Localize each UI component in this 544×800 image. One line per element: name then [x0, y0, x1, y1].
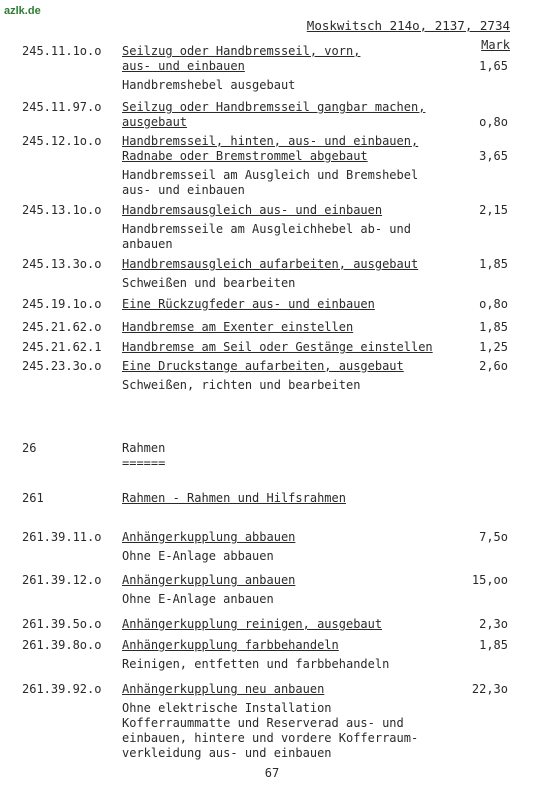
- entry-note: Reinigen, entfetten und farbbehandeln: [122, 657, 390, 671]
- section-title-underline: ======: [122, 456, 166, 470]
- price-unit-label: Mark: [481, 38, 510, 52]
- entry-code: 261.39.8o.o: [22, 638, 102, 652]
- entry-price: 1,85: [479, 320, 508, 334]
- entry-price: o,8o: [479, 297, 508, 311]
- entry-code: 245.13.3o.o: [22, 257, 102, 271]
- entry-description: Anhängerkupplung reinigen, ausgebaut: [122, 617, 383, 631]
- entry-description: Anhängerkupplung farbbehandeln: [122, 638, 339, 652]
- entry-description: Anhängerkupplung neu anbauen: [122, 682, 325, 696]
- page-header-title: Moskwitsch 214o, 2137, 2734: [306, 18, 510, 33]
- page-number: 67: [264, 766, 280, 780]
- entry-description: Seilzug oder Handbremsseil gangbar machen,: [122, 100, 426, 114]
- entry-note: anbauen: [122, 237, 173, 251]
- entry-price: 1,65: [479, 59, 508, 73]
- subsection-code: 261: [22, 491, 44, 505]
- entry-price: o,8o: [479, 115, 508, 129]
- entry-description: Handbremsausgleich aus- und einbauen: [122, 203, 383, 217]
- entry-description: Handbremse am Exenter einstellen: [122, 320, 354, 334]
- entry-code: 245.21.62.1: [22, 340, 102, 354]
- entry-description: Anhängerkupplung anbauen: [122, 573, 296, 587]
- entry-price: 22,3o: [471, 682, 508, 696]
- entry-description: Seilzug oder Handbremsseil, vorn,: [122, 44, 361, 58]
- entry-code: 261.39.11.o: [22, 530, 102, 544]
- entry-code: 245.21.62.o: [22, 320, 102, 334]
- entry-price: 2,15: [479, 203, 508, 217]
- entry-code: 245.13.1o.o: [22, 203, 102, 217]
- entry-description: Handbremsseil, hinten, aus- und einbauen,: [122, 134, 419, 148]
- entry-price: 2,3o: [479, 617, 508, 631]
- entry-note: aus- und einbauen: [122, 183, 245, 197]
- entry-note: Schweißen, richten und bearbeiten: [122, 378, 361, 392]
- entry-code: 261.39.5o.o: [22, 617, 102, 631]
- entry-code: 245.11.1o.o: [22, 44, 102, 58]
- entry-description: Eine Druckstange aufarbeiten, ausgebaut: [122, 359, 404, 373]
- entry-code: 245.12.1o.o: [22, 134, 102, 148]
- entry-note: Schweißen und bearbeiten: [122, 276, 296, 290]
- entry-note: Ohne E-Anlage abbauen: [122, 549, 274, 563]
- entry-code: 245.11.97.o: [22, 100, 102, 114]
- entry-description: Handbremse am Seil oder Gestänge einstellen: [122, 340, 433, 354]
- entry-description: Handbremsausgleich aufarbeiten, ausgebaut: [122, 257, 419, 271]
- entry-note: Handbremshebel ausgebaut: [122, 78, 296, 92]
- entry-code: 245.19.1o.o: [22, 297, 102, 311]
- entry-description: Anhängerkupplung abbauen: [122, 530, 296, 544]
- entry-note: verkleidung aus- und einbauen: [122, 746, 332, 760]
- entry-price: 15,oo: [471, 573, 508, 587]
- entry-note: einbauen, hintere und vordere Kofferraum-: [122, 731, 419, 745]
- entry-description: Eine Rückzugfeder aus- und einbauen: [122, 297, 375, 311]
- watermark-text: azlk.de: [4, 5, 41, 17]
- entry-note: Handbremsseil am Ausgleich und Bremshebel: [122, 168, 419, 182]
- entry-note: Handbremsseile am Ausgleichhebel ab- und: [122, 222, 411, 236]
- section-code: 26: [22, 441, 37, 455]
- subsection-title: Rahmen - Rahmen und Hilfsrahmen: [122, 491, 346, 505]
- entry-description: ausgebaut: [122, 115, 188, 129]
- entry-description: aus- und einbauen: [122, 59, 245, 73]
- entry-price: 3,65: [479, 149, 508, 163]
- entry-code: 261.39.12.o: [22, 573, 102, 587]
- entry-price: 1,85: [479, 257, 508, 271]
- entry-description: Radnabe oder Bremstrommel abgebaut: [122, 149, 368, 163]
- entry-price: 1,85: [479, 638, 508, 652]
- entry-price: 7,5o: [479, 530, 508, 544]
- entry-note: Ohne elektrische Installation: [122, 701, 332, 715]
- entry-code: 261.39.92.o: [22, 682, 102, 696]
- entry-price: 2,6o: [479, 359, 508, 373]
- entry-note: Kofferraummatte und Reserverad aus- und: [122, 716, 404, 730]
- entry-note: Ohne E-Anlage anbauen: [122, 592, 274, 606]
- entry-code: 245.23.3o.o: [22, 359, 102, 373]
- section-title: Rahmen: [122, 441, 166, 455]
- entry-price: 1,25: [479, 340, 508, 354]
